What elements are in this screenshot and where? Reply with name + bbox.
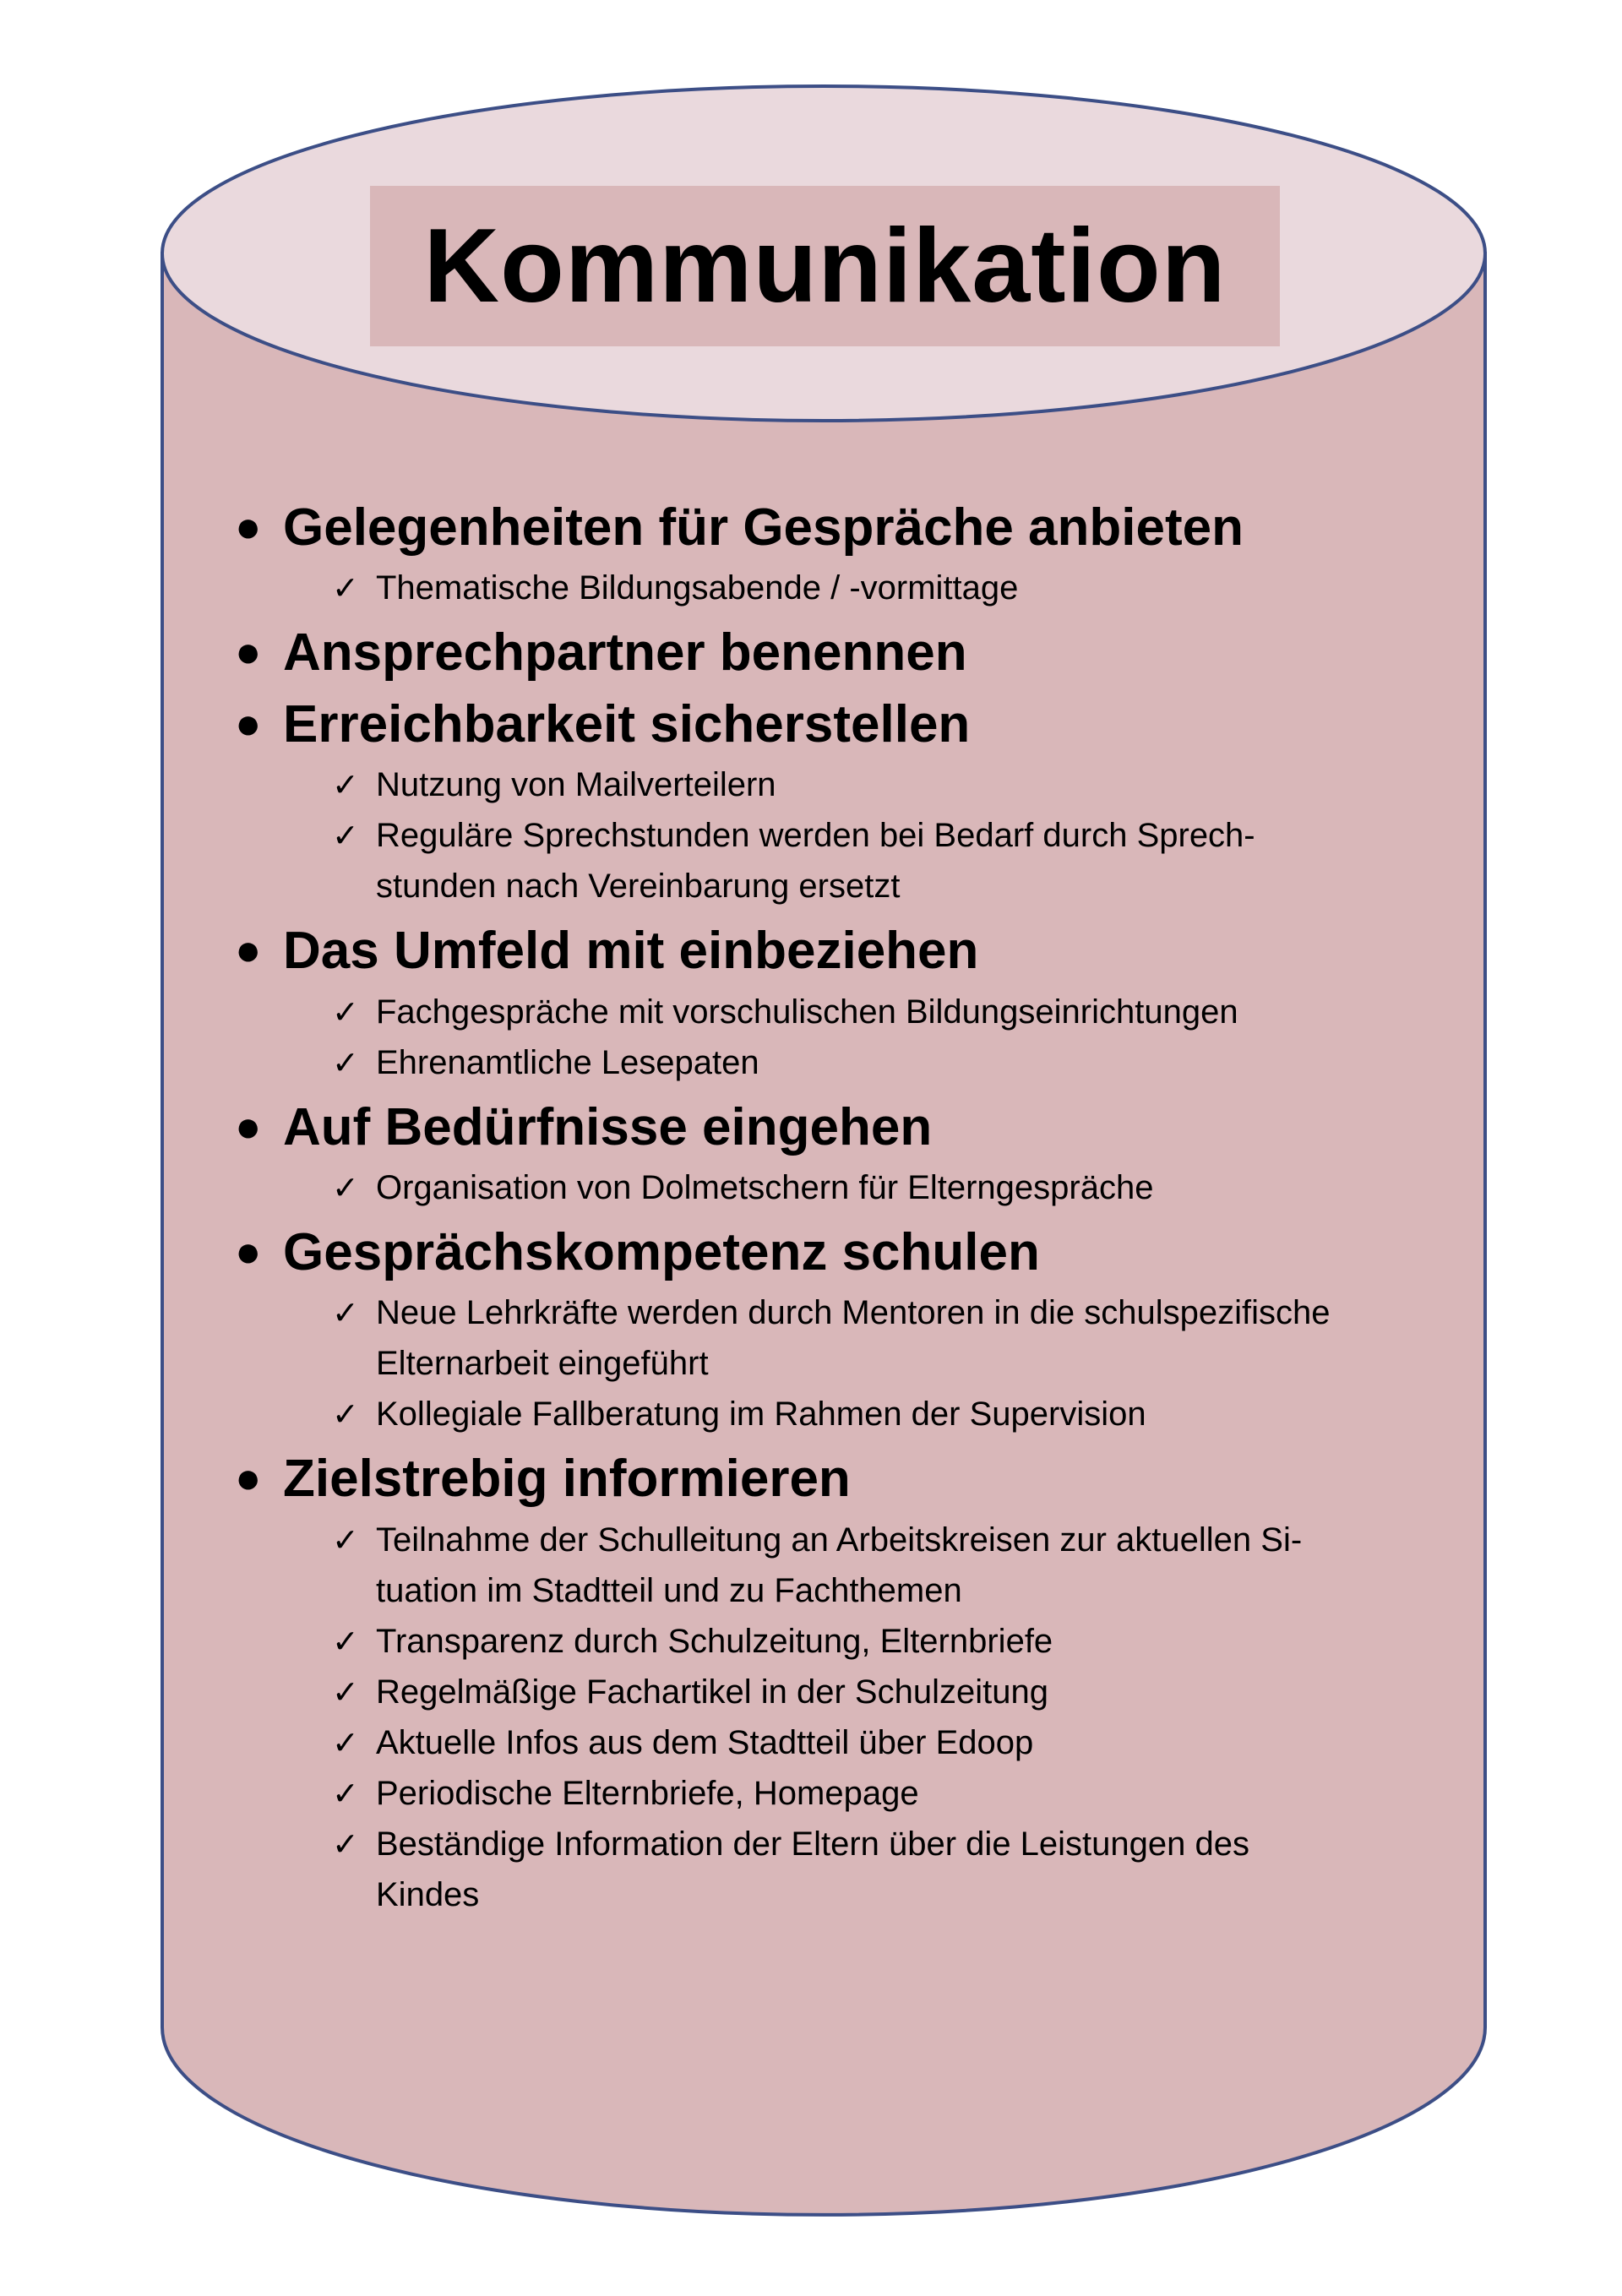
list-item [235,1162,1477,1213]
bullet-dot-icon: ● [235,926,262,976]
topic-heading [235,920,1477,982]
checkmark-icon: ✓ [332,1622,359,1660]
list-item-line: Transparenz durch Schulzeitung, Elternbriefe [376,1622,1053,1660]
list-item [235,810,1477,911]
list-item-line: Beständige Information der Eltern über die Leistungen des [376,1825,1250,1863]
list-item-line: Regelmäßige Fachartikel in der Schulzeitung [376,1673,1048,1711]
checkmark-icon: ✓ [332,1825,359,1863]
sub-item-list [235,1515,1477,1920]
sub-item-list [235,1162,1477,1213]
topic-list [235,497,1477,1925]
list-item-text [376,810,1477,911]
list-item-text [376,759,1477,810]
bullet-dot-icon: ● [235,628,262,677]
list-item-line: Kindes [376,1875,480,1913]
list-item-line: Ehrenamtliche Lesepaten [376,1043,759,1081]
list-item [235,1389,1477,1439]
bullet-dot-icon: ● [235,1227,262,1276]
checkmark-icon: ✓ [332,1043,359,1081]
checkmark-icon: ✓ [332,1774,359,1812]
topic-heading-text: Gelegenheiten für Gespräche anbieten [283,498,1244,557]
list-item [235,1037,1477,1088]
list-item [235,563,1477,613]
topic-heading-text: Auf Bedürfnisse eingehen [283,1097,933,1156]
topic-section [235,622,1477,684]
checkmark-icon: ✓ [332,993,359,1031]
checkmark-icon: ✓ [332,766,359,804]
checkmark-icon: ✓ [332,1396,359,1434]
checkmark-icon: ✓ [332,569,359,607]
list-item-line: Teilnahme der Schulleitung an Arbeitskreisen zur aktuellen Si- [376,1521,1303,1559]
checkmark-icon: ✓ [332,1521,359,1559]
topic-heading [235,497,1477,559]
topic-section [235,694,1477,911]
list-item [235,1616,1477,1667]
list-item-line: Periodische Elternbriefe, Homepage [376,1774,919,1812]
topic-section [235,1096,1477,1213]
list-item-line: stunden nach Vereinbarung ersetzt [376,868,901,906]
topic-heading-text: Zielstrebig informieren [283,1450,851,1509]
checkmark-icon: ✓ [332,1673,359,1711]
list-item-text [376,1667,1477,1717]
topic-heading-text: Erreichbarkeit sicherstellen [283,694,971,754]
list-item-text [376,1162,1477,1213]
list-item-text [376,1819,1477,1920]
topic-heading [235,1448,1477,1510]
bullet-dot-icon: ● [235,1454,262,1504]
list-item [235,987,1477,1037]
list-item [235,1717,1477,1768]
list-item-text [376,1768,1477,1819]
list-item-line: Fachgespräche mit vorschulischen Bildungseinrichtungen [376,993,1238,1031]
list-item-line: Aktuelle Infos aus dem Stadtteil über Edoop [376,1723,1034,1761]
sub-item-list [235,1287,1477,1439]
list-item-text [376,563,1477,613]
list-item [235,759,1477,810]
topic-heading [235,622,1477,684]
list-item [235,1287,1477,1389]
topic-heading [235,1096,1477,1159]
bullet-dot-icon: ● [235,1102,262,1151]
checkmark-icon: ✓ [332,1294,359,1332]
list-item-text [376,1616,1477,1667]
list-item [235,1768,1477,1819]
topic-heading [235,694,1477,756]
list-item-text [376,1515,1477,1616]
checkmark-icon: ✓ [332,1168,359,1206]
checkmark-icon: ✓ [332,1723,359,1761]
topic-heading [235,1221,1477,1284]
list-item-text [376,987,1477,1037]
topic-heading-text: Das Umfeld mit einbeziehen [283,922,979,981]
list-item-line: tuation im Stadtteil und zu Fachthemen [376,1571,962,1609]
topic-heading-text: Ansprechpartner benennen [283,623,967,683]
topic-section [235,497,1477,613]
sub-item-list [235,563,1477,613]
list-item-line: Nutzung von Mailverteilern [376,766,776,804]
list-item-text [376,1037,1477,1088]
list-item-text [376,1717,1477,1768]
list-item-line: Neue Lehrkräfte werden durch Mentoren in die schulspezifische [376,1294,1331,1332]
list-item-line: Elternarbeit eingeführt [376,1345,709,1383]
sub-item-list [235,759,1477,911]
list-item-line: Thematische Bildungsabende / -vormittage [376,569,1019,607]
list-item-line: Kollegiale Fallberatung im Rahmen der Supervision [376,1396,1146,1434]
bullet-dot-icon: ● [235,699,262,748]
list-item [235,1819,1477,1920]
title-box [370,186,1280,346]
topic-section [235,1448,1477,1919]
list-item-line: Reguläre Sprechstunden werden bei Bedarf durch Sprech- [376,817,1255,855]
checkmark-icon: ✓ [332,817,359,855]
topic-section [235,920,1477,1087]
list-item [235,1515,1477,1616]
topic-heading-text: Gesprächskompetenz schulen [283,1222,1040,1281]
list-item-line: Organisation von Dolmetschern für Elterngespräche [376,1168,1154,1206]
topic-section [235,1221,1477,1439]
page-title: Kommunikation [423,208,1227,324]
list-item [235,1667,1477,1717]
list-item-text [376,1287,1477,1389]
list-item-text [376,1389,1477,1439]
bullet-dot-icon: ● [235,503,262,552]
sub-item-list [235,987,1477,1088]
